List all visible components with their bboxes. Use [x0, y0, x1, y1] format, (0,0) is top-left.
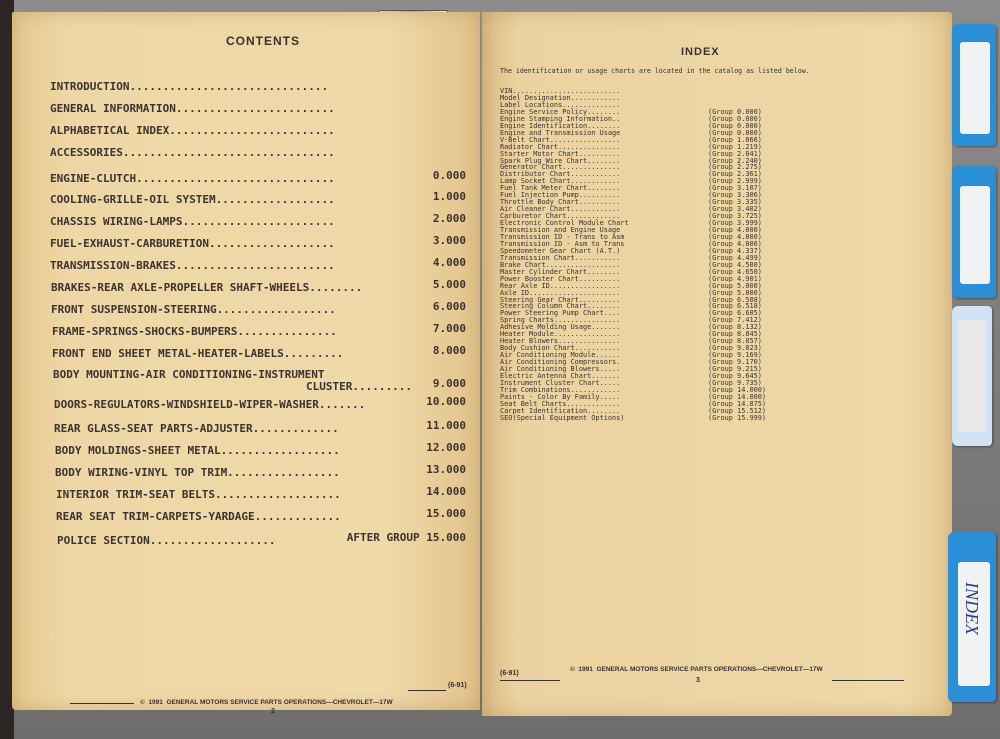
index-row-group: (Group 6.605) [708, 309, 762, 318]
index-row-group: (Group 4.000) [708, 239, 762, 248]
index-row-group: (Group 2.275) [708, 163, 762, 172]
index-row-group: (Group 1.066) [708, 135, 762, 144]
index-row-label: Carburetor Chart............. [500, 212, 621, 221]
index-row-label: Adhesive Molding Usage....... [500, 323, 621, 332]
index-row-group: (Group 0.000) [708, 114, 762, 123]
contents-entry-group: 9.000 [432, 377, 466, 390]
index-row-group: (Group 4.650) [708, 267, 762, 276]
index-row-label: Transmission ID - Trans to Asm [500, 232, 625, 241]
index-row-group: (Group 14.875) [708, 399, 767, 408]
index-row-label: Spark Plug Wire Chart........ [500, 156, 621, 165]
contents-entry-label: COOLING-GRILLE-OIL SYSTEM.................. [50, 193, 335, 206]
index-row-label: Starter Motor Chart.......... [500, 149, 621, 158]
index-row-label: Axle ID...................... [500, 288, 621, 297]
index-row-label: Carpet Identification........ [500, 406, 621, 415]
index-row-label: Rear Axle ID................. [500, 281, 621, 290]
index-row-label: Steering Gear Chart.......... [500, 295, 621, 304]
index-row-label: Air Conditioning Module...... [500, 351, 621, 360]
index-title: INDEX [681, 46, 720, 58]
section-tab-1[interactable] [952, 166, 996, 298]
index-row-label: Steering Column Chart........ [500, 302, 621, 311]
index-row-group: (Group 3.306) [708, 191, 762, 200]
contents-entry-label: INTERIOR TRIM-SEAT BELTS................... [56, 488, 341, 501]
contents-page [12, 12, 480, 710]
contents-entry-group: 11.000 [426, 419, 466, 432]
index-row-label: Throttle Body Chart.......... [500, 198, 621, 207]
index-row-group: (Group 6.508) [708, 295, 762, 304]
footer-date-left: (6-91) [448, 682, 467, 689]
index-tab-text: INDEX [962, 582, 982, 635]
index-row-label: Transmission and Engine Usage [500, 226, 621, 234]
index-row-group: (Group 4.000) [708, 226, 762, 234]
contents-entry-group: 2.000 [432, 212, 466, 225]
index-row-group: (Group 0.000) [708, 128, 762, 137]
index-row-label: Instrument Cluster Chart..... [500, 378, 621, 387]
index-row-label: Electric Antenna Chart....... [500, 371, 621, 380]
contents-entry-label: POLICE SECTION................... [57, 534, 276, 547]
footer-copyright-right: © 1991 GENERAL MOTORS SERVICE PARTS OPERATIONS—CHEVROLET—17W [570, 666, 823, 673]
contents-entry-group: 15.000 [426, 507, 466, 520]
contents-entry-label: INTRODUCTION.............................. [50, 80, 329, 93]
index-row-label: Engine Identification........ [500, 121, 621, 130]
contents-entry-group: 12.000 [426, 441, 466, 454]
index-row-group: (Group 8.845) [708, 330, 762, 339]
contents-entry-group: 7.000 [432, 322, 466, 335]
index-row-label: Radiator Chart............... [500, 142, 621, 151]
contents-entry-label: GENERAL INFORMATION........................ [50, 102, 335, 115]
index-row-label: Paints - Color By Family..... [500, 392, 621, 401]
index-row-group: (Group 6.518) [708, 302, 762, 311]
index-row-group: (Group 9.645) [708, 371, 762, 380]
index-row-group: (Group 3.725) [708, 212, 762, 221]
contents-title: CONTENTS [226, 34, 300, 48]
index-row-group: (Group 4.500) [708, 260, 762, 269]
index-row-group: (Group 4.000) [708, 232, 762, 241]
index-row-group: (Group 4.499) [708, 253, 762, 262]
index-row-label: Air Cleaner Chart............ [500, 205, 621, 214]
tab-label-blank [960, 42, 990, 134]
index-row-label: Generator Chart.............. [500, 163, 621, 172]
index-row-label: Air Conditioning Blowers..... [500, 365, 621, 373]
footer-rule-left [70, 703, 134, 704]
contents-entry-label: FRONT END SHEET METAL-HEATER-LABELS......... [52, 347, 344, 360]
contents-entry-label: FUEL-EXHAUST-CARBURETION................... [50, 237, 335, 250]
contents-entry-label: BODY WIRING-VINYL TOP TRIM................. [55, 466, 340, 479]
footer-copyright-left: © 1991 GENERAL MOTORS SERVICE PARTS OPERATIONS—CHEVROLET—17W [140, 699, 393, 706]
contents-entry-group: 8.000 [432, 344, 466, 357]
contents-entry-label: CHASSIS WIRING-LAMPS....................... [50, 215, 335, 228]
index-row-label: Heater Module................ [500, 330, 621, 339]
index-row-label: Seat Belt Charts............. [500, 399, 621, 408]
contents-entry-label: DOORS-REGULATORS-WINDSHIELD-WIPER-WASHER....... [54, 398, 366, 411]
index-row-group: (Group 15.512) [708, 406, 767, 415]
index-row-label: Master Cylinder Chart........ [500, 267, 621, 276]
index-row-label: Speedometer Gear Chart (A.T.) [500, 246, 621, 255]
contents-entry-group: 10.000 [426, 395, 466, 408]
index-row-group: (Group 15.999) [708, 413, 767, 422]
contents-entry-label: ENGINE-CLUTCH.............................. [50, 172, 335, 185]
index-tab[interactable] [948, 532, 996, 702]
index-row-label: Power Steering Pump Chart.... [500, 309, 621, 318]
section-tab-2[interactable] [952, 306, 992, 446]
index-row-label: Transmission ID - Asm to Trans [500, 239, 625, 248]
index-row-group: (Group 1.219) [708, 142, 762, 151]
index-row-group: (Group 9.215) [708, 365, 762, 373]
index-row-label: Air Conditioning Compressors. [500, 358, 621, 367]
index-row-group: (Group 0.000) [708, 107, 762, 116]
index-row-group: (Group 9.170) [708, 358, 762, 367]
index-row-group: (Group 2.041) [708, 149, 762, 158]
contents-entry-label: BRAKES-REAR AXLE-PROPELLER SHAFT-WHEELS........ [51, 281, 363, 294]
contents-entry-label: REAR GLASS-SEAT PARTS-ADJUSTER............. [54, 422, 339, 435]
index-intro: The identification or usage charts are located in the catalog as listed below. [500, 67, 810, 75]
index-row-group: (Group 2.999) [708, 177, 762, 186]
index-row-group: (Group 0.000) [708, 121, 762, 130]
index-row-label: Fuel Injection Pump.......... [500, 191, 621, 200]
contents-entry-label: ALPHABETICAL INDEX......................... [50, 124, 335, 137]
contents-entry-label: BODY MOUNTING-AIR CONDITIONING-INSTRUMENT [53, 368, 325, 381]
index-row-group: (Group 3.107) [708, 184, 762, 193]
index-row-label: Electronic Control Module Chart [500, 219, 629, 228]
contents-entry-label: REAR SEAT TRIM-CARPETS-YARDAGE............. [56, 510, 341, 523]
tab-label-blank [960, 186, 990, 284]
contents-entry-label-cont: CLUSTER......... [306, 380, 412, 393]
contents-entry-group: 14.000 [426, 485, 466, 498]
index-row-label: SEO(Special Equipment Options) [500, 413, 625, 422]
index-row-label: Heater Blowers............... [500, 337, 621, 346]
index-row-group: (Group 3.335) [708, 198, 762, 207]
contents-entry-label: BODY MOLDINGS-SHEET METAL.................. [55, 444, 340, 457]
index-row-group: (Group 3.999) [708, 219, 762, 228]
index-row-label: V-Belt Chart................. [500, 135, 621, 144]
page-number-right: 3 [696, 677, 700, 684]
index-row-label: Transmission Chart........... [500, 253, 621, 262]
index-tab-label [958, 562, 990, 686]
index-row-label: Model Designation............ [500, 93, 621, 102]
index-row-group: (Group 5.000) [708, 281, 762, 290]
contents-entry-group: 0.000 [432, 169, 466, 182]
footer-rule-right-2 [832, 680, 904, 681]
index-row-label: Lamp Socket Chart............ [500, 177, 621, 186]
index-row-group: (Group 9.735) [708, 378, 762, 387]
contents-entry-group: 13.000 [426, 463, 466, 476]
index-row-label: Engine Stamping Information.. [500, 114, 621, 123]
index-row-group: (Group 9.169) [708, 351, 762, 360]
index-row-group: (Group 2.240) [708, 156, 762, 165]
index-row-label: Trim Combinations............ [500, 385, 621, 394]
index-row-group: (Group 8.132) [708, 323, 762, 332]
footer-rule-left-2 [408, 690, 446, 691]
contents-entry-label: TRANSMISSION-BRAKES........................ [50, 259, 335, 272]
page-number-left: 2 [271, 708, 275, 715]
contents-entry-group: 3.000 [432, 234, 466, 247]
index-row-group: (Group 4.901) [708, 274, 762, 283]
contents-entry-group: 4.000 [432, 256, 466, 269]
contents-entry-label: ACCESSORIES................................ [50, 146, 335, 159]
footer-rule-right [500, 680, 560, 681]
footer-date-right: (6-91) [500, 670, 519, 677]
index-row-group: (Group 5.000) [708, 288, 762, 297]
index-row-group: (Group 8.857) [708, 337, 762, 346]
index-row-label: Label Locations.............. [500, 100, 621, 109]
tab-label-blank [958, 320, 986, 432]
contents-entry-group: 5.000 [432, 278, 466, 291]
section-tab-0[interactable] [952, 24, 996, 146]
index-row-group: (Group 2.361) [708, 170, 762, 179]
index-row-label: Fuel Tank Meter Chart........ [500, 184, 621, 193]
index-row-group: (Group 14.000) [708, 385, 767, 394]
contents-entry-group: 1.000 [432, 190, 466, 203]
index-row-group: (Group 9.023) [708, 344, 762, 353]
index-row-group: (Group 7.412) [708, 316, 762, 325]
index-row-group: (Group 4.337) [708, 246, 762, 255]
index-row-label: Spring Charts................ [500, 316, 621, 325]
contents-entry-label: FRONT SUSPENSION-STEERING.................. [51, 303, 336, 316]
index-row-label: Power Booster Chart.......... [500, 274, 621, 283]
contents-entry-label: FRAME-SPRINGS-SHOCKS-BUMPERS............... [52, 325, 337, 338]
contents-entry-group: AFTER GROUP 15.000 [346, 531, 466, 544]
index-row-group: (Group 3.402) [708, 205, 762, 214]
index-row-group: (Group 14.000) [708, 392, 767, 401]
index-row-label: Engine and Transmission Usage [500, 128, 621, 137]
contents-entry-group: 6.000 [432, 300, 466, 313]
index-row-label: Brake Chart.................. [500, 260, 621, 269]
index-row-label: Body Cushion Chart........... [500, 344, 621, 353]
index-row-label: Distributor Chart............ [500, 170, 621, 179]
index-row-label: Engine Service Policy........ [500, 107, 621, 116]
index-row-label: VIN.......................... [500, 87, 621, 95]
